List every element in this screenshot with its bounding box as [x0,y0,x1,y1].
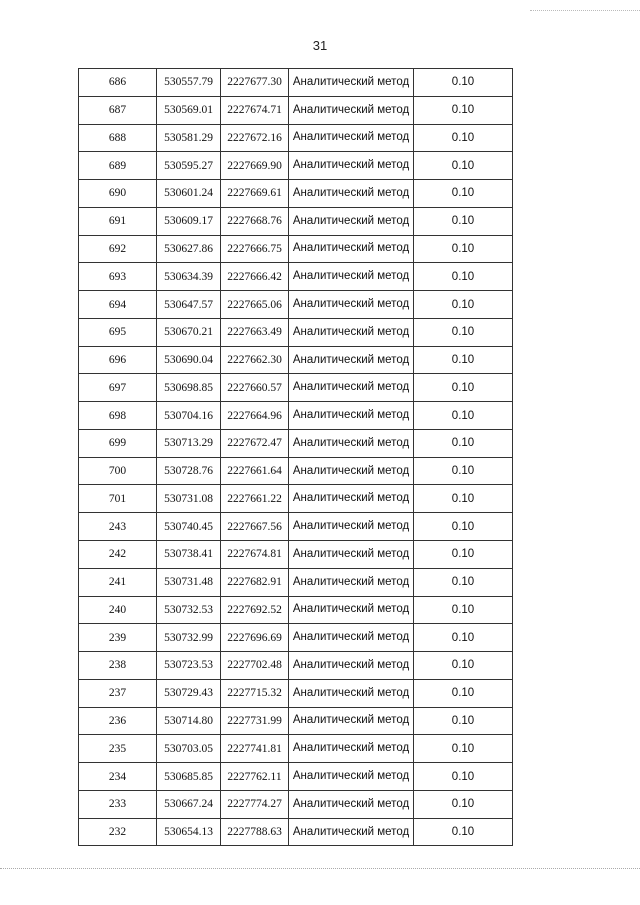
accuracy-cell: 0.10 [414,96,513,124]
accuracy-cell: 0.10 [414,596,513,624]
point-number-cell: 686 [79,69,157,97]
method-cell: Аналитический метод [289,207,414,235]
y-coordinate-cell: 2227669.61 [221,180,289,208]
accuracy-cell: 0.10 [414,346,513,374]
page-number: 31 [312,38,328,53]
point-number-cell: 694 [79,291,157,319]
point-number-cell: 688 [79,124,157,152]
accuracy-cell: 0.10 [414,207,513,235]
x-coordinate-cell: 530634.39 [157,263,221,291]
method-cell: Аналитический метод [289,263,414,291]
x-coordinate-cell: 530729.43 [157,679,221,707]
y-coordinate-cell: 2227702.48 [221,652,289,680]
point-number-cell: 699 [79,429,157,457]
x-coordinate-cell: 530732.99 [157,624,221,652]
point-number-cell: 239 [79,624,157,652]
y-coordinate-cell: 2227664.96 [221,402,289,430]
point-number-cell: 243 [79,513,157,541]
point-number-cell: 236 [79,707,157,735]
y-coordinate-cell: 2227762.11 [221,763,289,791]
accuracy-cell: 0.10 [414,763,513,791]
x-coordinate-cell: 530731.08 [157,485,221,513]
point-number-cell: 691 [79,207,157,235]
table-row [79,818,513,846]
y-coordinate-cell: 2227666.75 [221,235,289,263]
table-row [79,235,513,263]
y-coordinate-cell: 2227661.22 [221,485,289,513]
accuracy-cell: 0.10 [414,735,513,763]
y-coordinate-cell: 2227662.30 [221,346,289,374]
x-coordinate-cell: 530740.45 [157,513,221,541]
accuracy-cell: 0.10 [414,429,513,457]
y-coordinate-cell: 2227774.27 [221,790,289,818]
method-cell: Аналитический метод [289,652,414,680]
accuracy-cell: 0.10 [414,69,513,97]
method-cell: Аналитический метод [289,790,414,818]
x-coordinate-cell: 530627.86 [157,235,221,263]
y-coordinate-cell: 2227669.90 [221,152,289,180]
x-coordinate-cell: 530670.21 [157,318,221,346]
point-number-cell: 701 [79,485,157,513]
accuracy-cell: 0.10 [414,263,513,291]
y-coordinate-cell: 2227692.52 [221,596,289,624]
method-cell: Аналитический метод [289,180,414,208]
point-number-cell: 693 [79,263,157,291]
x-coordinate-cell: 530569.01 [157,96,221,124]
y-coordinate-cell: 2227715.32 [221,679,289,707]
accuracy-cell: 0.10 [414,374,513,402]
method-cell: Аналитический метод [289,318,414,346]
table-row [79,707,513,735]
x-coordinate-cell: 530601.24 [157,180,221,208]
table-row [79,318,513,346]
y-coordinate-cell: 2227672.16 [221,124,289,152]
method-cell: Аналитический метод [289,596,414,624]
accuracy-cell: 0.10 [414,291,513,319]
accuracy-cell: 0.10 [414,485,513,513]
method-cell: Аналитический метод [289,235,414,263]
method-cell: Аналитический метод [289,346,414,374]
accuracy-cell: 0.10 [414,652,513,680]
table-row [79,180,513,208]
y-coordinate-cell: 2227682.91 [221,568,289,596]
y-coordinate-cell: 2227696.69 [221,624,289,652]
table-row [79,402,513,430]
accuracy-cell: 0.10 [414,790,513,818]
table-row [79,152,513,180]
y-coordinate-cell: 2227667.56 [221,513,289,541]
y-coordinate-cell: 2227663.49 [221,318,289,346]
y-coordinate-cell: 2227674.71 [221,96,289,124]
method-cell: Аналитический метод [289,291,414,319]
method-cell: Аналитический метод [289,374,414,402]
table-row [79,735,513,763]
point-number-cell: 696 [79,346,157,374]
x-coordinate-cell: 530723.53 [157,652,221,680]
x-coordinate-cell: 530704.16 [157,402,221,430]
table-row [79,374,513,402]
point-number-cell: 697 [79,374,157,402]
method-cell: Аналитический метод [289,763,414,791]
table-row [79,624,513,652]
table-row [79,457,513,485]
table-row [79,291,513,319]
point-number-cell: 692 [79,235,157,263]
x-coordinate-cell: 530581.29 [157,124,221,152]
accuracy-cell: 0.10 [414,180,513,208]
x-coordinate-cell: 530731.48 [157,568,221,596]
accuracy-cell: 0.10 [414,402,513,430]
x-coordinate-cell: 530713.29 [157,429,221,457]
table-row [79,541,513,569]
x-coordinate-cell: 530738.41 [157,541,221,569]
method-cell: Аналитический метод [289,818,414,846]
accuracy-cell: 0.10 [414,818,513,846]
x-coordinate-cell: 530714.80 [157,707,221,735]
method-cell: Аналитический метод [289,457,414,485]
method-cell: Аналитический метод [289,69,414,97]
method-cell: Аналитический метод [289,513,414,541]
table-row [79,96,513,124]
method-cell: Аналитический метод [289,707,414,735]
y-coordinate-cell: 2227660.57 [221,374,289,402]
accuracy-cell: 0.10 [414,679,513,707]
method-cell: Аналитический метод [289,402,414,430]
method-cell: Аналитический метод [289,485,414,513]
accuracy-cell: 0.10 [414,235,513,263]
y-coordinate-cell: 2227665.06 [221,291,289,319]
table-row [79,429,513,457]
table-row [79,346,513,374]
y-coordinate-cell: 2227741.81 [221,735,289,763]
coordinates-table [78,68,513,846]
point-number-cell: 689 [79,152,157,180]
table-row [79,124,513,152]
y-coordinate-cell: 2227731.99 [221,707,289,735]
table-row [79,596,513,624]
method-cell: Аналитический метод [289,541,414,569]
y-coordinate-cell: 2227666.42 [221,263,289,291]
x-coordinate-cell: 530685.85 [157,763,221,791]
method-cell: Аналитический метод [289,624,414,652]
accuracy-cell: 0.10 [414,124,513,152]
point-number-cell: 232 [79,818,157,846]
table-row [79,263,513,291]
method-cell: Аналитический метод [289,679,414,707]
y-coordinate-cell: 2227677.30 [221,69,289,97]
scan-edge-mark [530,10,640,12]
method-cell: Аналитический метод [289,735,414,763]
table-row [79,207,513,235]
x-coordinate-cell: 530728.76 [157,457,221,485]
x-coordinate-cell: 530690.04 [157,346,221,374]
accuracy-cell: 0.10 [414,457,513,485]
table-row [79,485,513,513]
point-number-cell: 690 [79,180,157,208]
point-number-cell: 698 [79,402,157,430]
x-coordinate-cell: 530654.13 [157,818,221,846]
coordinates-table-body [79,69,513,846]
y-coordinate-cell: 2227672.47 [221,429,289,457]
x-coordinate-cell: 530557.79 [157,69,221,97]
accuracy-cell: 0.10 [414,624,513,652]
accuracy-cell: 0.10 [414,541,513,569]
accuracy-cell: 0.10 [414,318,513,346]
point-number-cell: 687 [79,96,157,124]
point-number-cell: 233 [79,790,157,818]
x-coordinate-cell: 530667.24 [157,790,221,818]
point-number-cell: 238 [79,652,157,680]
x-coordinate-cell: 530609.17 [157,207,221,235]
accuracy-cell: 0.10 [414,513,513,541]
y-coordinate-cell: 2227668.76 [221,207,289,235]
accuracy-cell: 0.10 [414,568,513,596]
method-cell: Аналитический метод [289,429,414,457]
point-number-cell: 235 [79,735,157,763]
x-coordinate-cell: 530703.05 [157,735,221,763]
x-coordinate-cell: 530698.85 [157,374,221,402]
y-coordinate-cell: 2227674.81 [221,541,289,569]
method-cell: Аналитический метод [289,152,414,180]
table-row [79,679,513,707]
table-row [79,568,513,596]
point-number-cell: 242 [79,541,157,569]
method-cell: Аналитический метод [289,96,414,124]
table-row [79,652,513,680]
scan-artifact-line [0,868,640,871]
table-row [79,790,513,818]
accuracy-cell: 0.10 [414,152,513,180]
x-coordinate-cell: 530595.27 [157,152,221,180]
x-coordinate-cell: 530647.57 [157,291,221,319]
x-coordinate-cell: 530732.53 [157,596,221,624]
table-row [79,513,513,541]
point-number-cell: 700 [79,457,157,485]
method-cell: Аналитический метод [289,568,414,596]
point-number-cell: 234 [79,763,157,791]
point-number-cell: 237 [79,679,157,707]
table-row [79,763,513,791]
y-coordinate-cell: 2227788.63 [221,818,289,846]
point-number-cell: 695 [79,318,157,346]
y-coordinate-cell: 2227661.64 [221,457,289,485]
point-number-cell: 241 [79,568,157,596]
method-cell: Аналитический метод [289,124,414,152]
accuracy-cell: 0.10 [414,707,513,735]
table-row [79,69,513,97]
point-number-cell: 240 [79,596,157,624]
